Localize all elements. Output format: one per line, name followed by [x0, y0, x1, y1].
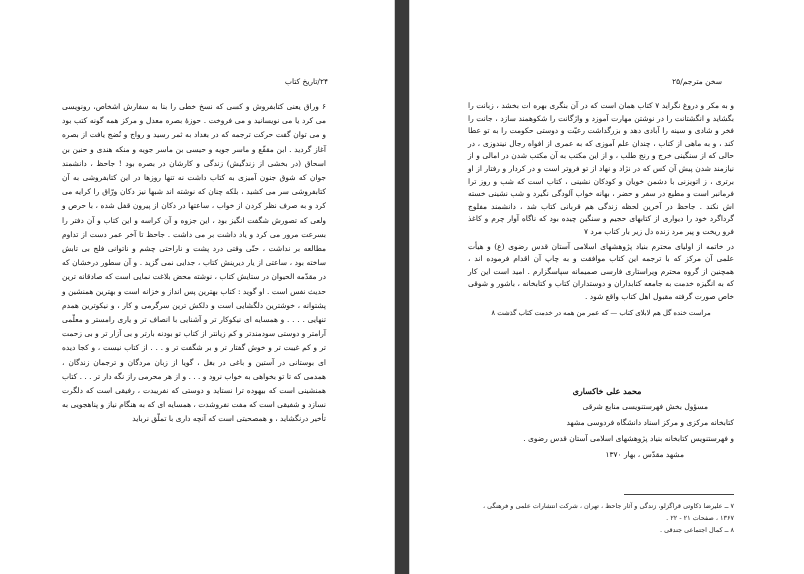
left-page-paragraph: ۶ وراق یعنی کتابفروش و کسی که نسخ خطی را بنا به سفارش اشخاص، رونویسی می کرد یا می نویسانید و می فروخت . حوزهٔ بصره معدل و مرکز همه گونه کتب بود و می توان گفت حرکت ترجمه که در بغداد به ثمر رسید و رواج و نُضج یافت از بصره آغاز گردید . ابن مقفّع و ماسر جویه و حیسی بن ماسر جویه و منکه هندی و حنین بن اسحاق (در بخشی از زندگیش) زندگی و کارشان در بصره بود ! جاحظ ، دانشمند جوان که شوق جنون آمیزی به کتاب داشت نه تنها روزها در این کتابفروشی به آن کتابفروشی سر می کشید ، بلکه چنان که نوشته اند شبها نیز دکان ورّاق را کرایه می کرد و به صرف نظر کردن از خواب ، ساعتها در دکان از پیرون قفل شده ، با حرص و ولعی که تصورش شگفت انگیز بود ، این جزوه و آن کراسه و این کتاب و آن دفتر را بسرعت مرور می کرد و یاد داشت بر می داشت . جاحظ تا آخر عمر دست از تداوم مطالعه بر نداشت ، حتّی وقتی درد پشت و ناراحتی چشم و ناتوانی فلج بی تابش ساخته بود ، ساعتی از یار دیرینش کتاب ، جدایی نمی گزید . و آن سطور درخشان که در مقدّمه الحیوان در ستایش کتاب ، نوشته محض بلاغت نمایی است که صادقانه ترین حدیث نفس است . او گوید : کتاب بهترین پس انداز و خزانه است و بهترین همنشین و پشتوانه ، خوشترین دلگشایی است و دلکش ترین سرگرمی و کار ، و نیکوترین همدم تنهایی . . . . و همسایه ای نیکوکار تر و آشنایی با انصاف تر و یاری رامستر و معلّمی آرامتر و دوستی سودمندتر و کم زیانتر از کتاب تو بودنه بارتر و بی آزار تر و بی زحمت تر و کم غیبت تر و خوش گفتار تر و بر شگفت تر و . . . از کتاب نیست ، و کجا دیده ای بوستانی در آستین و باغی در بغل ، گویا از زبان مردگان و ترجمان زندگان ، همدمی که تا تو بخواهی به خواب نرود و . . . و از هر محرمی راز نگه دار تر . . . کتاب همنشینی است که بیهوده ترا نستاید و دوستی که نفریبدت ، رفیقی است که دلگرت نسازد و شفیقی است که مفت نفروشدت ، همسایه ای که به هنگام نیاز و پناهجویی به تأخیر درنگشاید ، و همصحبتی است که آنچه داری با تملّق نرباید [62, 102, 326, 424]
right-page [409, 0, 804, 574]
signature-line-3: و فهرستنویس کتابخانه بنیاد پژوهشهای اسلامی آستان قدس رضوی . [523, 434, 734, 443]
right-page-paragraph-1: و به مکر و دروغ نگراید ۷ کتاب همان است که در آن بنگری بهره ات بخشد ، زبانت را بگشاید و انگشتانت را در نوشتن مهارت آموزد و واژگانت را شکوهمند سازد ، جانت را فخر و شادی و سینه را آبادی دهد و بزرگداشت رعیّت و دوستی حکومت را به تو عطا کند ، و به ماهی از کتاب ، چندان علم آموزی که به عمری از افواه رجال نیندوزی ، در حالی که از سنگینی خرج و رنج طلب ، و از این مکتب به آن مکتب شدن در امالی و از نیازمند شدن پیش آن کس که در نژاد و نهاد از تو فروتر است و در کردار و رفتار از او برتری ، ز اتویزنی با دشمن خویان و کودکان نشینی ، کتاب است که شب و روز ترا فرمانبر است و مطیع در سفر و حضر ، بهانه خواب آلودگی نگیرد و شب نشینی خسته اش نکند . جاحظ در آخرین لحظه زندگی هم قربانی کتاب شد ، دانشمند مفلوج گرداگرد خود را دیواری از کتابهای حجیم و سنگین چیده بود که ناگاه آوار چرم و کاغذ فرو ریخت و پیر مرد زنده دل زیر بار کتاب مرد ۷ [468, 101, 734, 236]
right-page-body [468, 100, 734, 319]
left-page-header: ۲۴/تاریخ کتاب [284, 77, 328, 86]
right-page-header: سخن مترجم/۲۵ [672, 77, 722, 86]
translator-name: محمد علی خاکساری [572, 386, 642, 396]
footnote-divider [624, 494, 734, 495]
footnote-8: ۸ ــ کمال اجتماعی جندقی . [660, 526, 734, 534]
left-page [0, 0, 395, 574]
left-page-body [62, 100, 326, 427]
signature-line-4: مشهد مقدّس ، بهار ۱۳۷۰ [605, 450, 684, 459]
signature-line-1: مسؤول بخش فهرستنویسی منابع شرقی [582, 402, 708, 411]
signature-line-2: کتابخانه مرکزی و مرکز اسناد دانشگاه فردوسی مشهد [566, 418, 734, 427]
poem-quote: مراست خنده گل هم لابلای کتاب — که عمر من همه در خدمت کتاب گذشت ۸ [491, 308, 711, 317]
footnote-7: ۷ ــ علیرضا ذکاوتی قراگزلو، زندگی و آثار جاحظ ، تهران ، شرکت انتشارات علمی و فرهنگی ، ۱۳۶۷ ، صفحات ۲۱ - ۲۲ . [482, 502, 734, 522]
right-page-paragraph-2: در خاتمه از اولیای محترم بنیاد پژوهشهای اسلامی آستان قدس رضوی (ع) و هیأت علمی آن مرکز که با ترجمه این کتاب موافقت و به چاپ آن اقدام فرموده اند ، همچنین از گروه محترم ویراستاری فارسی صمیمانه سپاسگزارم . امید است این کار که به انگیزه خدمت به جامعه کتابداران و دوستداران کتاب و کتابخانه ، باشور و شوقی خاص صورت گرفته مقبول اهل کتاب واقع شود . [468, 241, 734, 301]
